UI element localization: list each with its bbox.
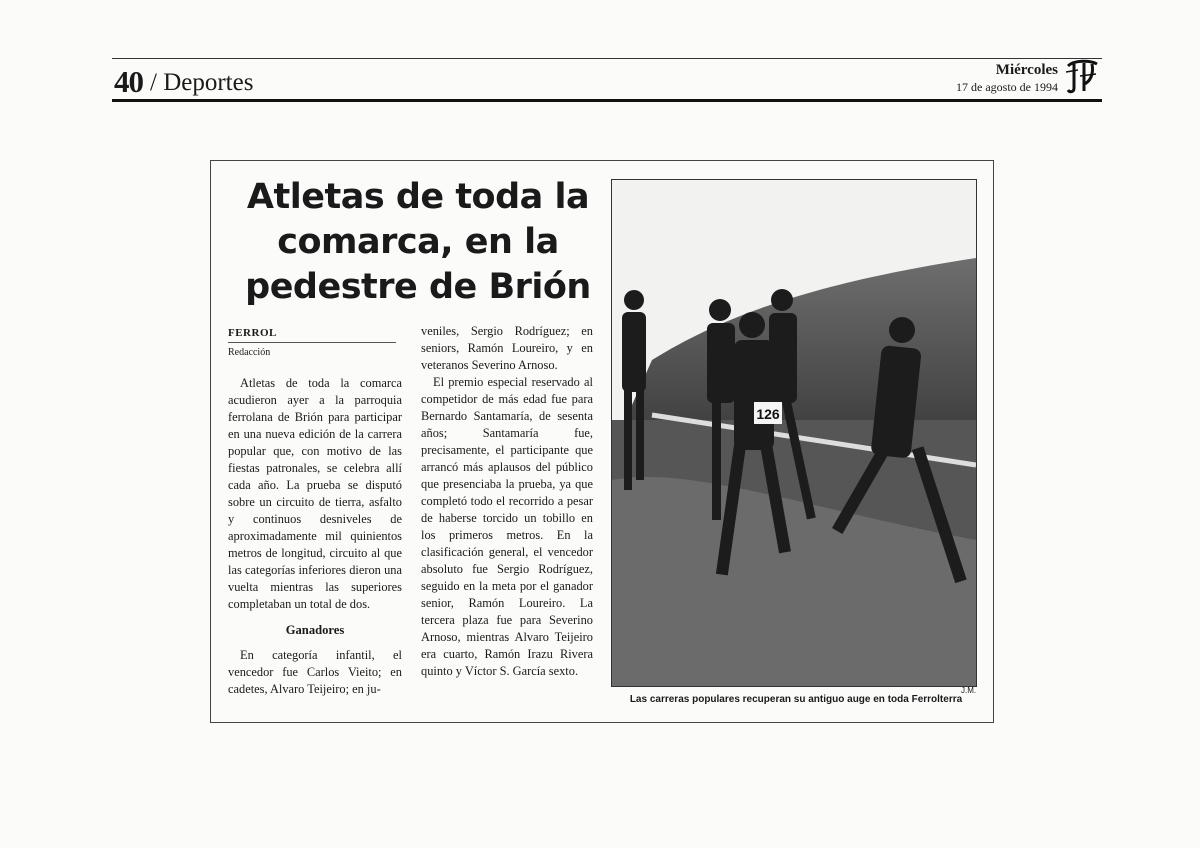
header-bottom-rule (112, 99, 1102, 102)
runners-illustration (612, 180, 976, 686)
photo-caption: Las carreras populares recuperan su antiguo auge en toda Ferrolterra (629, 694, 963, 705)
newspaper-logo-icon (1064, 58, 1100, 96)
dateline-location: FERROL (228, 327, 277, 339)
photo-credit: J.M. (961, 686, 977, 695)
headline (233, 175, 603, 310)
byline-author: Redacción (228, 347, 271, 358)
publication-day: Miércoles (995, 62, 1058, 78)
byline (228, 327, 396, 358)
page-header (112, 58, 1102, 102)
article-column-2 (421, 323, 593, 680)
page-number: 40 (114, 64, 143, 99)
body-paragraph: En categoría infantil, el vencedor fue Carlos Vieito; en cadetes, Alvaro Teijeiro; en ju- (228, 648, 402, 696)
publication-date: 17 de agosto de 1994 (956, 80, 1058, 94)
race-photo (611, 179, 977, 687)
article-column-1 (228, 375, 402, 698)
article-frame (210, 160, 994, 723)
body-paragraph: Atletas de toda la comarca acudieron ayer a la parroquia ferrolana de Brión para participar en una nueva edición de la carrera popular que, con motivo de las fiestas patronales, se celebra allí cada año. La prueba se disputó sobre un circuito de tierra, asfalto y continuos desniveles de aproximadamente mil quinientos metros de longitud, circuito al que las categorías inferiores dieron una vuelta mientras las superiores completaban un total de dos. (228, 376, 402, 611)
section-title: / Deportes (150, 69, 254, 96)
body-paragraph: veniles, Sergio Rodríguez; en seniors, Ramón Loureiro, y en veteranos Severino Arnoso. (421, 324, 593, 372)
subheading: Ganadores (285, 623, 345, 637)
headline-line: comarca, en la (277, 222, 559, 262)
headline-line: Atletas de toda la (246, 177, 590, 217)
byline-rule (228, 342, 396, 343)
headline-line: pedestre de Brión (245, 267, 591, 307)
body-paragraph: El premio especial reservado al competidor de más edad fue para Bernardo Santamaría, de sesenta años; Santamaría fue, precisamente, el participante que arrancó más aplausos del público que presenciaba la prueba, ya que completó todo el recorrido a pesar de haberse torcido un tobillo en los primeros metros. En la clasificación general, el vencedor absoluto fue Sergio Rodríguez, seguido en la meta por el ganador senior, Ramón Loureiro. La tercera plaza fue para Severino Arnoso, mientras Alvaro Teijeiro era cuarto, Ramón Irazu Rivera quinto y Víctor S. García sexto. (421, 375, 593, 678)
header-top-rule (112, 58, 1102, 59)
bib-number: 126 (756, 406, 780, 422)
